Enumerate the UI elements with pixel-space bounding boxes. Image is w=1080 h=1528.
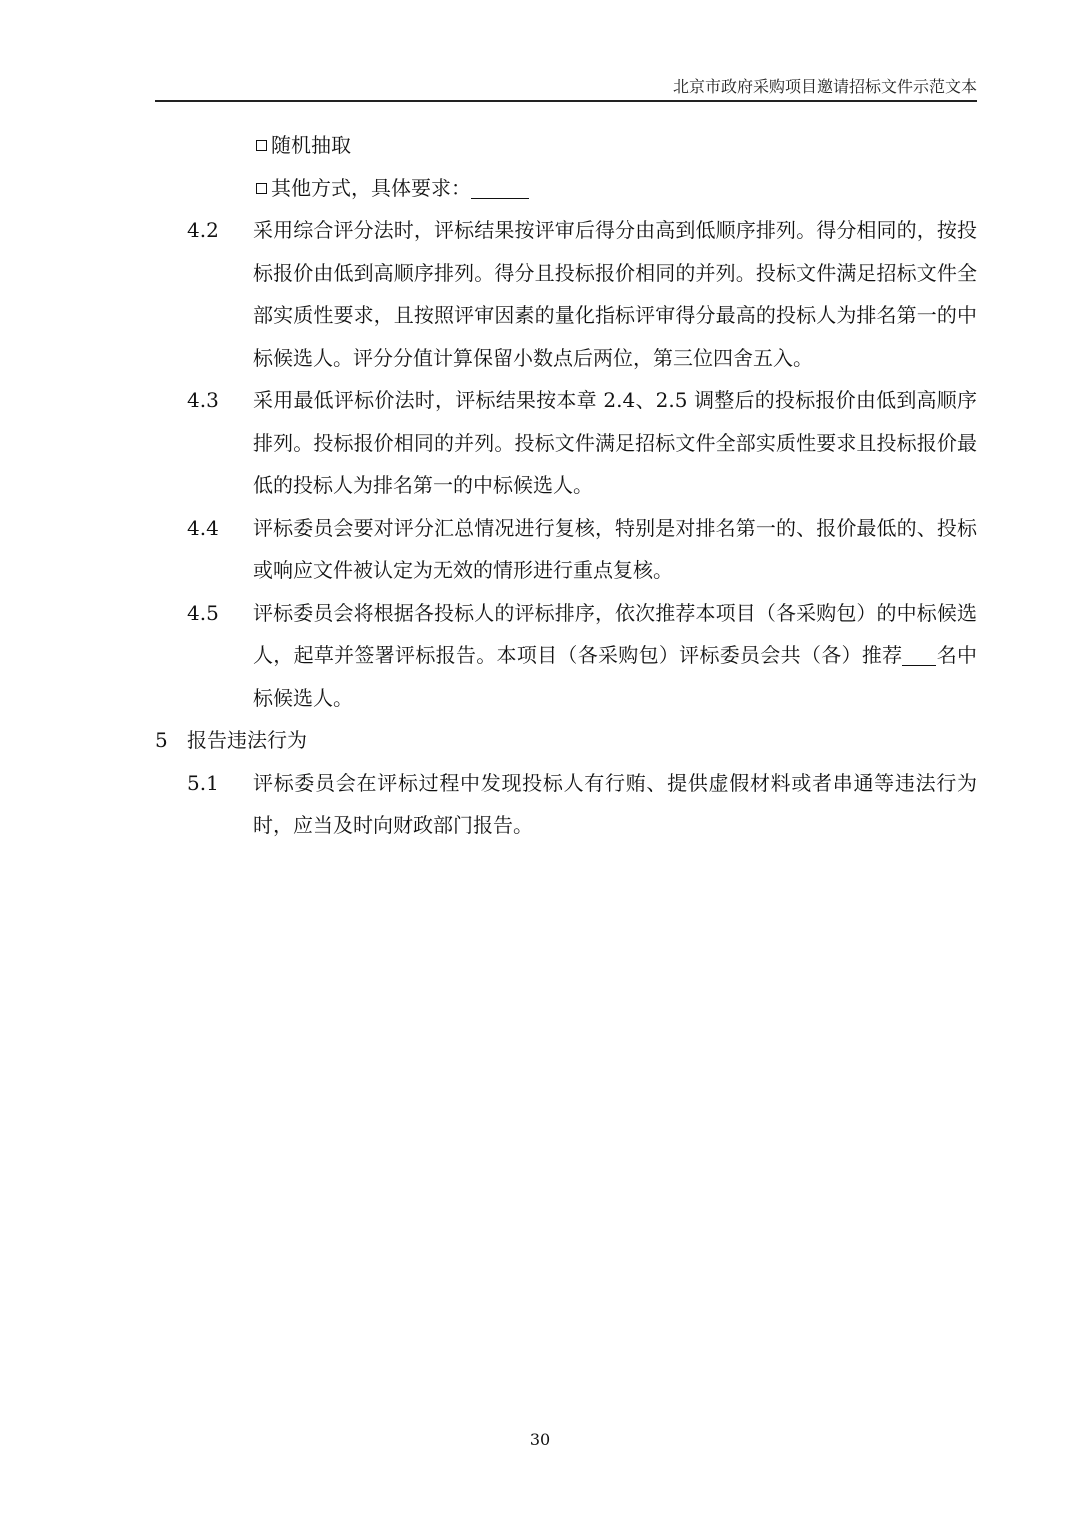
clause-text: 评标委员会要对评分汇总情况进行复核，特别是对排名第一的、报价最低的、投标或响应文件被认定为无效的情形进行重点复核。 <box>253 515 977 582</box>
clause-number: 4.2 <box>187 218 219 242</box>
clause-text: 采用最低评标价法时，评标结果按本章 2.4、2.5 调整后的投标报价由低到高顺序排列。投标报价相同的并列。投标文件满足招标文件全部实质性要求且投标报价最低的投标人为排名第一的中标候选人。 <box>253 388 977 497</box>
header-rule <box>155 100 977 102</box>
page-number: 30 <box>529 1430 551 1449</box>
clause-text-after: 名中标候选人。 <box>253 643 978 710</box>
section-title: 报告违法行为 <box>187 728 307 752</box>
clause-number: 5.1 <box>187 770 219 795</box>
clause-4-4 <box>0 507 1080 592</box>
section-number: 5 <box>155 728 168 752</box>
clause-number: 4.4 <box>187 515 219 540</box>
clause-5-1 <box>0 762 1080 847</box>
page-header: 北京市政府采购项目邀请招标文件示范文本 <box>672 77 977 96</box>
document-body <box>0 124 1080 847</box>
checkbox-icon <box>256 140 267 151</box>
checkbox-icon <box>256 183 267 194</box>
clause-text <box>253 592 977 720</box>
clause-text: 采用综合评分法时，评标结果按评审后得分由高到低顺序排列。得分相同的，按投标报价由低到高顺序排列。得分且投标报价相同的并列。投标文件满足招标文件全部实质性要求，且按照评审因素的量化指标评审得分最高的投标人为排名第一的中标候选人。评分分值计算保留小数点后两位，第三位四舍五入。 <box>253 218 977 370</box>
option-label: 其他方式，具体要求： <box>271 175 471 200</box>
clause-4-5 <box>0 592 1080 720</box>
clause-4-3 <box>0 379 1080 507</box>
option-label: 随机抽取 <box>271 133 351 157</box>
option-random-draw <box>0 124 1080 167</box>
fill-blank <box>902 645 936 666</box>
clause-text-before: 评标委员会将根据各投标人的评标排序，依次推荐本项目（各采购包）的中标候选人，起草并签署评标报告。本项目（各采购包）评标委员会共（各）推荐 <box>253 600 977 667</box>
clause-text: 评标委员会在评标过程中发现投标人有行贿、提供虚假材料或者串通等违法行为时，应当及时向财政部门报告。 <box>253 770 977 837</box>
clause-number: 4.3 <box>187 388 219 412</box>
option-other-method <box>0 167 1080 210</box>
clause-number: 4.5 <box>187 600 219 625</box>
clause-4-2 <box>0 209 1080 379</box>
section-5-heading <box>0 719 1080 762</box>
fill-blank <box>471 178 529 199</box>
